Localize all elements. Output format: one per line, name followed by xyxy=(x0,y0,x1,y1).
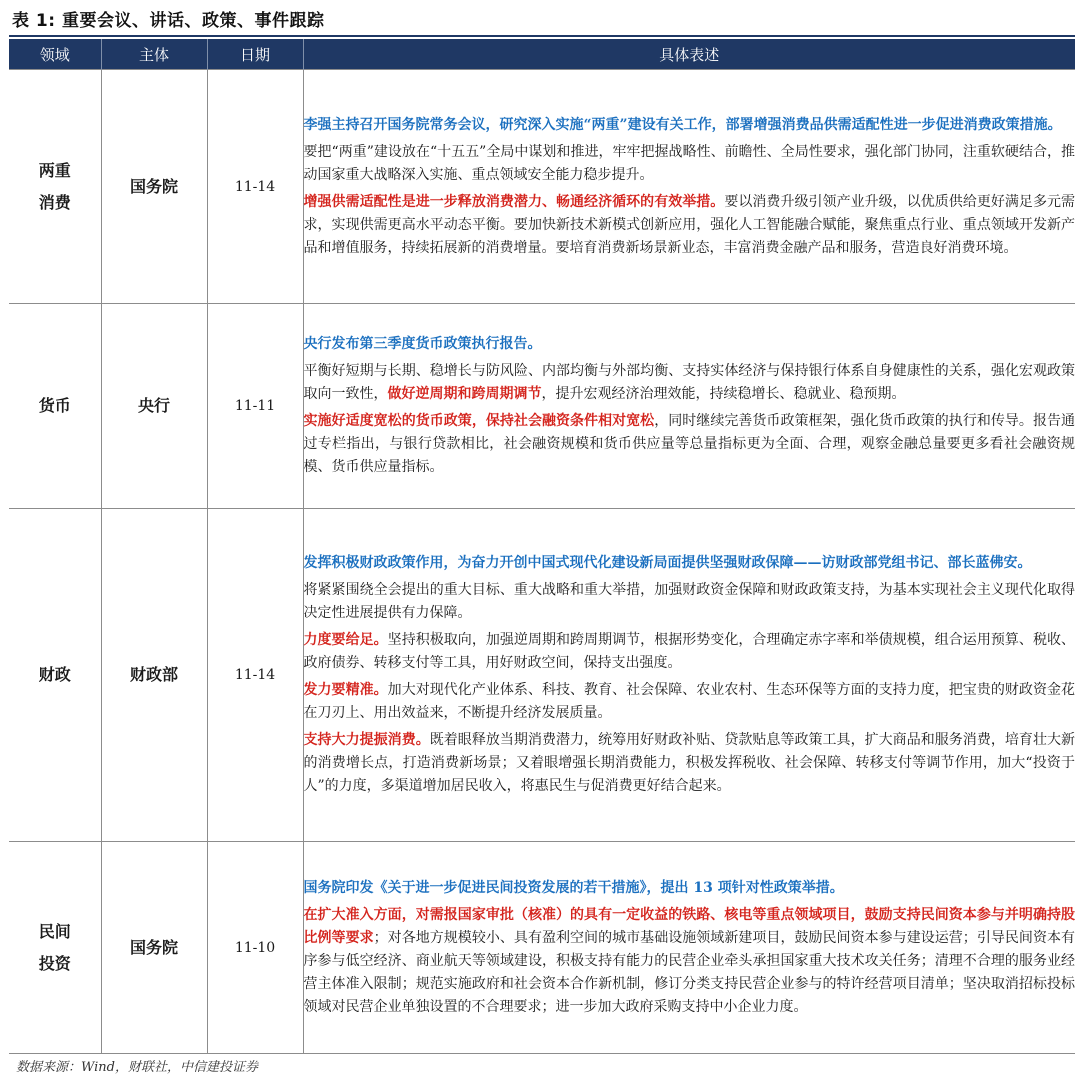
header-domain: 领域 xyxy=(9,39,101,70)
description-paragraph xyxy=(304,877,1076,900)
header-date: 日期 xyxy=(207,39,303,70)
domain-label: 财政 xyxy=(38,665,71,684)
cell-domain xyxy=(9,509,101,842)
table-row xyxy=(9,842,1075,1054)
domain-label: 民间 xyxy=(38,921,71,941)
domain-label: 两重 xyxy=(38,160,71,180)
body-text: 既着眼释放当期消费潜力，统筹用好财政补贴、贷款贴息等政策工具，扩大商品和服务消费，培育壮大新的消费增长点，打造消费新场景；又着眼增强长期消费能力，积极发挥税收、社会保障、转移支付等调节作用，加大“投资于人”的力度，多渠道增加居民收入，将惠民生与促消费更好结合起来。 xyxy=(303,732,1075,794)
description-paragraph xyxy=(304,191,1076,260)
body-text: 要把“两重”建设放在“十五五”全局中谋划和推进，牢牢把握战略性、前瞻性、全局性要求，强化部门协同，注重软硬结合，推动国家重大战略深入实施、重点领域安全能力稳步提升。 xyxy=(303,143,1075,183)
table-row xyxy=(9,70,1075,304)
cell-subject: 国务院 xyxy=(101,70,207,304)
description-paragraph xyxy=(304,729,1076,798)
body-text: 要以消费升级引领产业升级，以优质供给更好满足多元需求，实现供需更高水平动态平衡。要加快新技术新模式创新应用，强化人工智能融合赋能，聚焦重点行业、重点领域开发新产品和增值服务，持续拓展新的消费增量。要培育消费新场景新业态，丰富消费金融产品和服务，营造良好消费环境。 xyxy=(303,193,1076,256)
description-paragraph xyxy=(304,552,1076,575)
headline-text: 国务院印发《关于进一步促进民间投资发展的若干措施》，提出 13 项针对性政策举措。 xyxy=(303,879,844,896)
description-paragraph xyxy=(304,360,1076,406)
events-table xyxy=(9,39,1075,1054)
description-paragraph xyxy=(304,679,1076,725)
header-subject: 主体 xyxy=(101,39,207,70)
description-paragraph xyxy=(304,629,1076,675)
highlight-text: 做好逆周期和跨周期调节 xyxy=(387,386,542,402)
body-text: 平衡好短期与长期、稳增长与防风险、内部均衡与外部均衡、支持实体经济与保持银行体系自身健康性的关系，强化宏观政策取向一致性， xyxy=(303,363,1075,402)
table-row xyxy=(9,304,1075,509)
description-paragraph xyxy=(304,904,1076,1019)
body-text: 加大对现代化产业体系、科技、教育、社会保障、农业农村、生态环保等方面的支持力度，把宝贵的财政资金花在刀刃上、用出效益来，不断提升经济发展质量。 xyxy=(303,682,1076,721)
cell-subject: 央行 xyxy=(101,304,207,509)
cell-date: 11-10 xyxy=(207,842,303,1054)
description-paragraph xyxy=(304,579,1076,625)
body-text: ；对各地方规模较小、具有盈利空间的城市基础设施领域新建项目，鼓励民间资本参与建设运营；引导民间资本有序参与低空经济、商业航天等领域建设，积极支持有能力的民营企业牵头承担国家重大技术攻关任务；清理不合理的服务业经营主体准入限制；规范实施政府和社会资本合作新机制，修订分类支持民营企业参与的特许经营项目清单；坚决取消招标投标领域对民营企业单独设置的不合理要求；进一步加大政府采购支持中小企业力度。 xyxy=(303,929,1075,1015)
cell-description xyxy=(303,842,1075,1054)
title-rule xyxy=(9,35,1075,37)
description-paragraph xyxy=(304,333,1076,356)
headline-text: 央行发布第三季度货币政策执行报告。 xyxy=(303,336,542,352)
cell-date: 11-14 xyxy=(207,70,303,304)
cell-subject: 国务院 xyxy=(101,842,207,1054)
highlight-text: 发力要精准。 xyxy=(303,682,388,698)
cell-subject: 财政部 xyxy=(101,509,207,842)
data-source-note: 数据来源：Wind，财联社，中信建投证券 xyxy=(16,1060,258,1075)
body-text: 将紧紧围绕全会提出的重大目标、重大战略和重大举措，加强财政资金保障和财政政策支持，为基本实现社会主义现代化取得决定性进展提供有力保障。 xyxy=(303,582,1075,621)
cell-description xyxy=(303,509,1075,842)
table-title: 表 1: 重要会议、讲话、政策、事件跟踪 xyxy=(12,11,325,31)
cell-domain xyxy=(9,304,101,509)
body-text: ，提升宏观经济治理效能，持续稳增长、稳就业、稳预期。 xyxy=(541,386,906,402)
highlight-text: 支持大力提振消费。 xyxy=(303,732,430,748)
headline-text: 发挥积极财政政策作用，为奋力开创中国式现代化建设新局面提供坚强财政保障——访财政部党组书记、部长蓝佛安。 xyxy=(303,555,1032,571)
description-paragraph xyxy=(304,114,1076,137)
body-text: 坚持积极取向，加强逆周期和跨周期调节，根据形势变化，合理确定赤字率和举债规模，组合运用预算、税收、政府债券、转移支付等工具，用好财政空间，保持支出强度。 xyxy=(303,632,1076,671)
table-row xyxy=(9,509,1075,842)
highlight-text: 增强供需适配性是进一步释放消费潜力、畅通经济循环的有效举措。 xyxy=(303,193,725,210)
highlight-text: 力度要给足。 xyxy=(303,632,388,648)
table-header-row xyxy=(9,39,1075,70)
header-description: 具体表述 xyxy=(303,39,1075,70)
cell-description xyxy=(303,70,1075,304)
highlight-text: 在扩大准入方面，对需报国家审批（核准）的具有一定收益的铁路、核电等重点领域项目，鼓励支持民间资本参与并明确持股比例等要求 xyxy=(303,906,1075,946)
cell-description xyxy=(303,304,1075,509)
cell-date: 11-11 xyxy=(207,304,303,509)
highlight-text: 实施好适度宽松的货币政策，保持社会融资条件相对宽松 xyxy=(303,413,655,429)
domain-label: 货币 xyxy=(38,396,71,415)
domain-label: 消费 xyxy=(38,192,71,212)
cell-domain xyxy=(9,70,101,304)
cell-domain xyxy=(9,842,101,1054)
body-text: ，同时继续完善货币政策框架，强化货币政策的执行和传导。报告通过专栏指出，与银行贷款相比，社会融资规模和货币供应量等总量指标更为全面、合理，观察金融总量要更多看社会融资规模、货币供应量指标。 xyxy=(303,413,1076,475)
description-paragraph xyxy=(304,410,1076,479)
description-paragraph xyxy=(304,141,1076,187)
domain-label: 投资 xyxy=(38,953,71,973)
headline-text: 李强主持召开国务院常务会议，研究深入实施“两重”建设有关工作，部署增强消费品供需适配性进一步促进消费政策措施。 xyxy=(303,116,1062,133)
cell-date: 11-14 xyxy=(207,509,303,842)
